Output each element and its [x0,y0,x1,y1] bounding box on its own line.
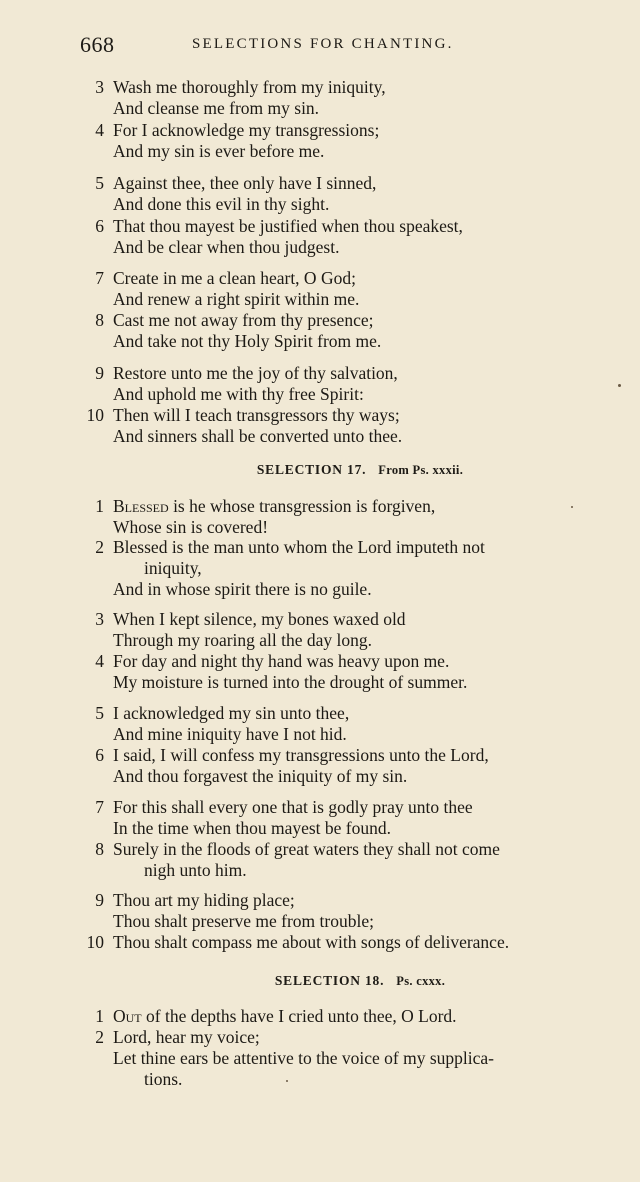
selection-17-source: From Ps. xxxii. [378,463,464,477]
verse-text: Cast me not away from thy presence; [113,310,374,330]
verse-line [80,703,640,724]
selection-18-heading [80,971,640,991]
verse-text: Whose sin is covered! [113,517,269,537]
verse-line [80,839,640,860]
verse-initial-word: Out [113,1006,142,1026]
verse-line [80,932,640,953]
verse-text: is he whose transgression is forgiven, [168,496,436,516]
verse-text: Blessed is the man unto whom the Lord imputeth not [113,537,485,557]
verse-line [80,194,640,215]
verse-text: And in whose spirit there is no guile. [113,579,372,599]
page-header [80,32,640,62]
verse-line [80,98,640,119]
verse-number: 3 [95,609,104,629]
verse-line [80,745,640,766]
verse-line [80,651,640,672]
verse-line [80,911,640,932]
verse-line [80,1027,640,1048]
verse-number: 1 [95,1006,104,1026]
verse-line [80,537,640,558]
verse-number: 8 [95,839,104,859]
verse-number: 9 [95,363,104,383]
verse-line [80,384,640,405]
verse-number: 8 [95,310,104,330]
selection-18-title: SELECTION 18. [274,973,385,988]
verse-line [80,289,640,310]
verse-number: 2 [95,537,104,557]
verse-number: 5 [95,173,104,193]
selection-17-heading [80,460,640,480]
verse-number: 6 [95,745,104,765]
verse-text: And mine iniquity have I not hid. [113,724,347,744]
verse-text: Lord, hear my voice; [113,1027,260,1047]
verse-text: For I acknowledge my transgressions; [113,120,380,140]
verse-line [80,890,640,911]
verse-text: iniquity, [144,558,202,578]
verse-line [80,77,640,98]
verse-text: Restore unto me the joy of thy salvation, [113,363,398,383]
verse-text: And take not thy Holy Spirit from me. [113,331,382,351]
verse-line [80,630,640,651]
verse-text: For day and night thy hand was heavy upon me. [113,651,450,671]
verse-line [80,216,640,237]
verse-initial-word: Blessed [113,496,169,516]
verse-text: In the time when thou mayest be found. [113,818,391,838]
page-number: 668 [80,32,115,57]
verse-number: 3 [95,77,104,97]
verse-text: And renew a right spirit within me. [113,289,360,309]
verse-line [80,363,640,384]
verse-text: Wash me thoroughly from my iniquity, [113,77,386,97]
verse-text: Thou shalt preserve me from trouble; [113,911,374,931]
verse-line [80,405,640,426]
verse-line [80,1069,640,1090]
verse-line [80,766,640,787]
verse-line [80,120,640,141]
selection-18-source: Ps. cxxx. [396,974,446,988]
verse-number: 2 [95,1027,104,1047]
verse-line [80,173,640,194]
verse-number: 7 [95,268,104,288]
verse-text: Thou art my hiding place; [113,890,295,910]
verse-text: And my sin is ever before me. [113,141,325,161]
verse-text: tions. [144,1069,183,1089]
verse-text: And sinners shall be converted unto thee. [113,426,403,446]
verse-text: And thou forgavest the iniquity of my sin. [113,766,408,786]
verse-text: Through my roaring all the day long. [113,630,373,650]
verse-number: 7 [95,797,104,817]
verse-text: And be clear when thou judgest. [113,237,340,257]
verse-line [80,558,640,579]
ink-speck [286,1080,288,1082]
verse-number: 6 [95,216,104,236]
verse-text: Thou shalt compass me about with songs of deliverance. [113,932,510,952]
verse-line [80,724,640,745]
verse-number: 4 [95,651,104,671]
ink-speck [618,384,621,387]
verse-line [80,672,640,693]
selection-17-title: SELECTION 17. [256,462,367,477]
verse-text: And done this evil in thy sight. [113,194,330,214]
verse-line [80,268,640,289]
verse-line [80,860,640,881]
verse-text: nigh unto him. [144,860,247,880]
verse-text: I said, I will confess my transgressions unto the Lord, [113,745,489,765]
verse-line [80,517,640,538]
verse-number: 10 [86,932,104,952]
verse-text: Create in me a clean heart, O God; [113,268,356,288]
verse-line [80,237,640,258]
verse-line [80,818,640,839]
verse-text: That thou mayest be justified when thou speakest, [113,216,463,236]
verse-line [80,609,640,630]
running-head: SELECTIONS FOR CHANTING. [192,36,454,52]
verse-text: Then will I teach transgressors thy ways; [113,405,400,425]
verse-text: I acknowledged my sin unto thee, [113,703,350,723]
verse-line [80,1048,640,1069]
verse-text: When I kept silence, my bones waxed old [113,609,406,629]
verse-number: 4 [95,120,104,140]
verse-line [80,496,640,517]
verse-line [80,797,640,818]
verse-text: And uphold me with thy free Spirit: [113,384,364,404]
ink-speck [571,506,573,508]
verse-text: And cleanse me from my sin. [113,98,320,118]
verse-number: 10 [86,405,104,425]
verse-number: 5 [95,703,104,723]
verse-line [80,579,640,600]
verse-line [80,426,640,447]
verse-text: Let thine ears be attentive to the voice of my supplica- [113,1048,494,1068]
verse-line [80,141,640,162]
verse-number: 9 [95,890,104,910]
verse-line [80,310,640,331]
verse-line [80,331,640,352]
verse-text: For this shall every one that is godly pray unto thee [113,797,473,817]
verse-number: 1 [95,496,104,516]
verse-line [80,1006,640,1027]
verse-text: Against thee, thee only have I sinned, [113,173,377,193]
verse-text: of the depths have I cried unto thee, O Lord. [141,1006,457,1026]
verse-text: My moisture is turned into the drought of summer. [113,672,468,692]
verse-text: Surely in the floods of great waters they shall not come [113,839,500,859]
